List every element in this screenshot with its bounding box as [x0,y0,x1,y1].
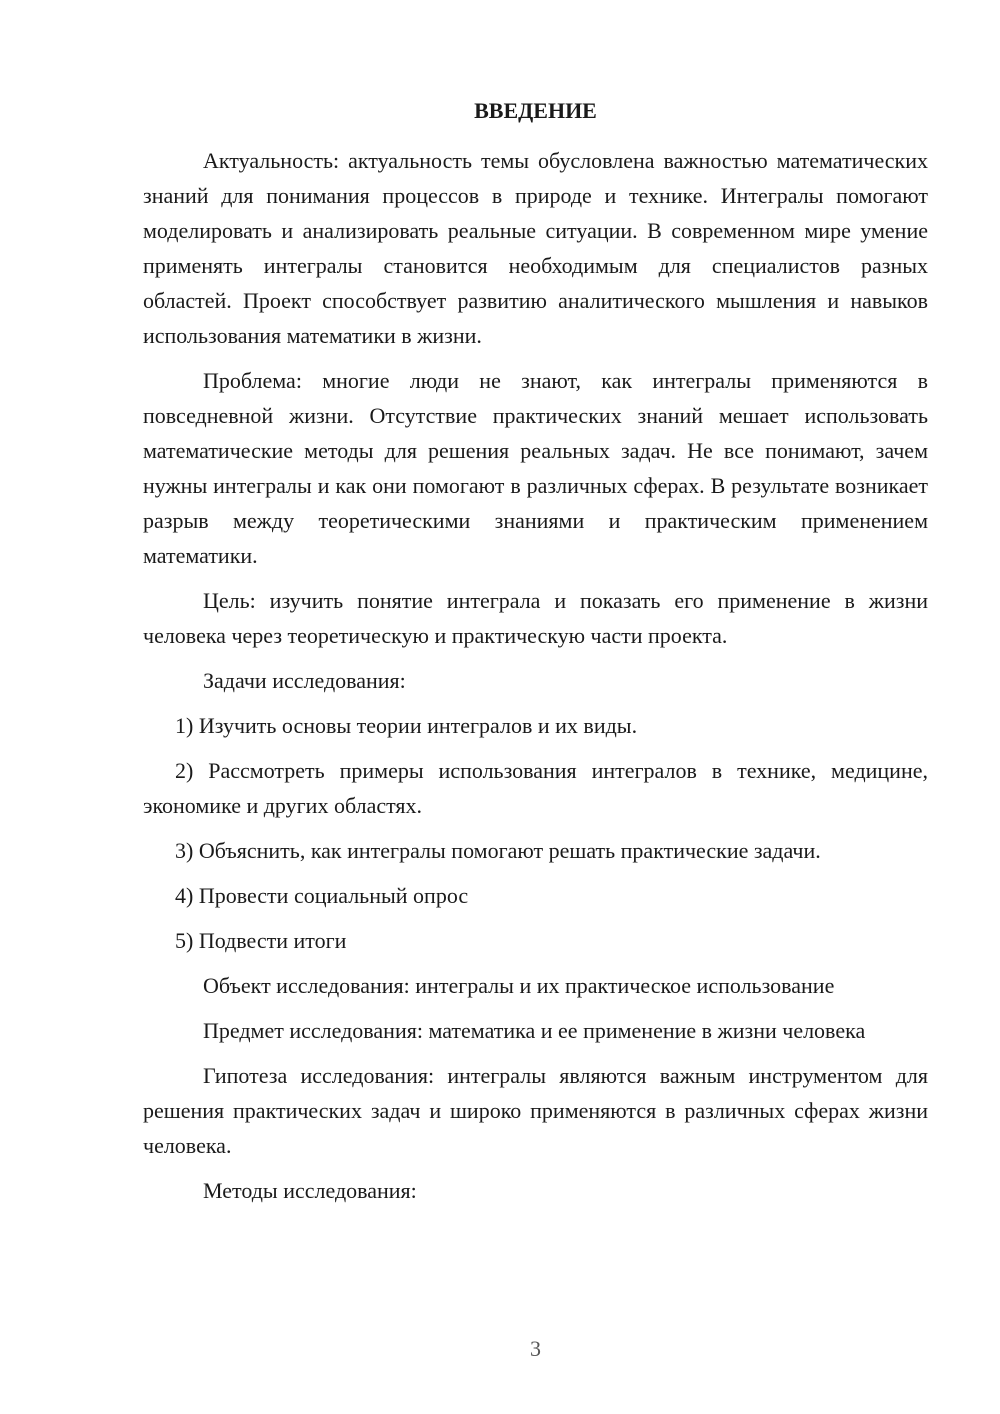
task-item-2: 2) Рассмотреть примеры использования интегралов в технике, медицине, экономике и других областях. [143,758,928,818]
page-number: 3 [530,1336,541,1361]
problem-paragraph: Проблема: многие люди не знают, как интегралы применяются в повседневной жизни. Отсутствие практических знаний мешает использовать математические методы для решения реальных задач. Не все понимают, зачем нужны интегралы и как они помогают в различных сферах. В результате возникает разрыв между теоретическими знаниями и практическим применением математики. [143,368,928,568]
document-body [143,143,928,1218]
task-item-5: 5) Подвести итоги [175,928,347,953]
document-page [143,0,928,1414]
methods-title: Методы исследования: [203,1178,417,1203]
task-item-1: 1) Изучить основы теории интегралов и их виды. [175,713,638,738]
hypothesis-paragraph: Гипотеза исследования: интегралы являются важным инструментом для решения практических задач и широко применяются в различных сферах жизни человека. [143,1063,928,1158]
goal-paragraph: Цель: изучить понятие интеграла и показать его применение в жизни человека через теоретическую и практическую части проекта. [143,588,928,648]
relevance-paragraph: Актуальность: актуальность темы обусловлена важностью математических знаний для понимания процессов в природе и технике. Интегралы помогают моделировать и анализировать реальные ситуации. В современном мире умение применять интегралы становится необходимым для специалистов разных областей. Проект способствует развитию аналитического мышления и навыков использования математики в жизни. [143,148,928,348]
task-item-4: 4) Провести социальный опрос [175,883,469,908]
task-item-3: 3) Объяснить, как интегралы помогают решать практические задачи. [175,838,821,863]
section-heading: ВВЕДЕНИЕ [474,98,597,123]
subject-paragraph: Предмет исследования: математика и ее применение в жизни человека [203,1018,866,1043]
tasks-title: Задачи исследования: [203,668,406,693]
object-paragraph: Объект исследования: интегралы и их практическое использование [203,973,835,998]
